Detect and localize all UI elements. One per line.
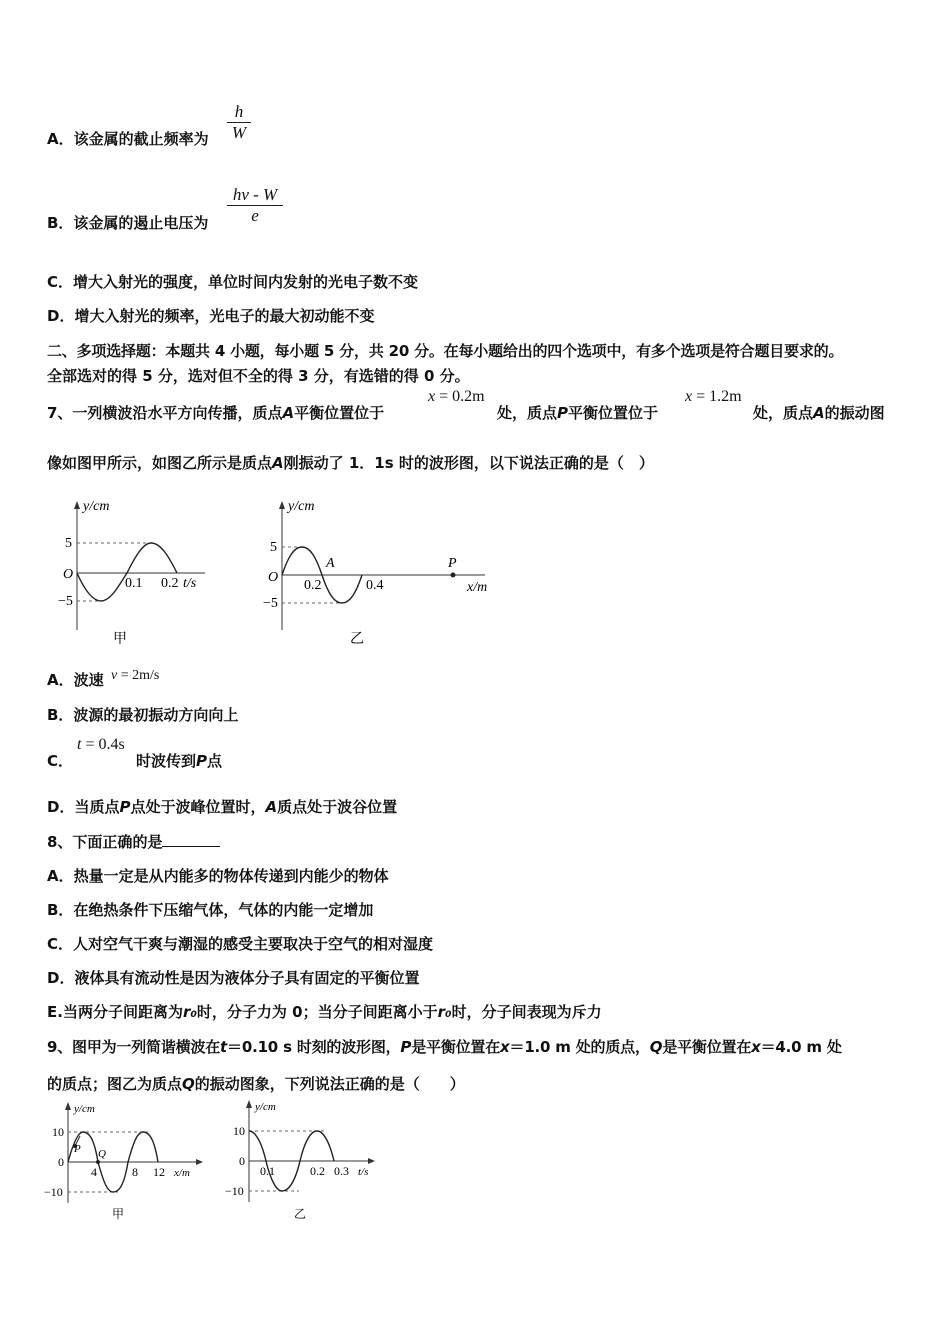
q9-jia-origin: 0 xyxy=(58,1155,64,1169)
q9-yi-tick2: 0.2 xyxy=(310,1164,325,1178)
q7-jia-y-arrow xyxy=(74,501,80,509)
q7-option-c-prefix: C． xyxy=(47,752,74,770)
q7-yi-yneg: −5 xyxy=(263,596,278,611)
q7-yi-tick2: 0.4 xyxy=(366,578,384,593)
q7-stem-line1c: 处，质点A的振动图 xyxy=(753,404,885,422)
q8-answer-blank xyxy=(162,834,220,847)
q9-jia-label-q: Q xyxy=(98,1148,106,1160)
q9-yi-tick3: 0.3 xyxy=(334,1164,349,1178)
q9-jia-ypos: 10 xyxy=(52,1125,64,1139)
q9-yi-tick1: 0.1 xyxy=(260,1164,275,1178)
q7-formula-xP: x = 1.2m xyxy=(685,388,742,405)
q8-option-b: B．在绝热条件下压缩气体，气体的内能一定增加 xyxy=(47,901,374,919)
q7-yi-ypos: 5 xyxy=(270,540,277,555)
q9-jia-label-p: P xyxy=(74,1143,81,1155)
q7-yi-xlabel: x/m xyxy=(467,580,488,595)
q6-option-c: C．增大入射光的强度，单位时间内发射的光电子数不变 xyxy=(47,273,419,291)
q9-yi-ylabel: y/cm xyxy=(255,1101,276,1113)
q7-option-c-formula: t = 0.4s xyxy=(77,736,125,753)
q7-option-b: B．波源的最初振动方向向上 xyxy=(47,706,239,724)
q7-jia-origin: O xyxy=(63,567,74,582)
q9-yi-origin: 0 xyxy=(239,1154,245,1168)
q9-jia-point-q xyxy=(96,1160,100,1164)
q7-jia-xlabel: t/s xyxy=(183,576,197,591)
q9-stem-line1: 9、图甲为一列简谐横波在t＝0.10 s 时刻的波形图，P是平衡位置在x＝1.0 m 处的质点，Q是平衡位置在x＝4.0 m 处 xyxy=(47,1038,842,1056)
q7-option-c: 时波传到P点 xyxy=(136,752,223,770)
q9-jia-tick1: 4 xyxy=(91,1165,97,1179)
q7-yi-tick1: 0.2 xyxy=(304,578,322,593)
q7-stem-line2: 像如图甲所示，如图乙所示是质点A刚振动了 1．1s 时的波形图，以下说法正确的是（ ） xyxy=(47,454,654,472)
q9-jia-y-arrow xyxy=(65,1102,71,1110)
q7-jia-caption: 甲 xyxy=(113,632,127,647)
section2-instructions-line1: 二、多项选择题：本题共 4 小题，每小题 5 分，共 20 分。在每小题给出的四个选项中，有多个选项是符合题目要求的。 xyxy=(47,342,844,360)
q9-yi-xlabel: t/s xyxy=(358,1166,369,1178)
q8-option-d: D．液体具有流动性是因为液体分子具有固定的平衡位置 xyxy=(47,969,420,987)
q9-figure-yi xyxy=(222,1096,382,1226)
q9-yi-y-arrow xyxy=(246,1100,252,1108)
q7-option-a-formula: v = 2m/s xyxy=(111,668,160,683)
q7-yi-point-p xyxy=(451,573,456,578)
q7-figure-jia xyxy=(55,495,215,650)
q7-yi-caption: 乙 xyxy=(350,632,364,647)
q7-option-a: A．波速 xyxy=(47,671,104,689)
q9-jia-xlabel: x/m xyxy=(174,1167,190,1179)
q9-yi-ypos: 10 xyxy=(233,1124,245,1138)
q7-yi-label-p: P xyxy=(448,556,457,571)
q7-jia-ylabel: y/cm xyxy=(83,499,110,514)
q8-option-e: E.当两分子间距离为r₀时，分子力为 0；当分子间距离小于r₀时，分子间表现为斥力 xyxy=(47,1003,602,1021)
q8-stem: 8、下面正确的是 xyxy=(47,831,220,852)
q6-option-a: A．该金属的截止频率为 xyxy=(47,130,209,148)
q9-jia-x-arrow xyxy=(196,1159,203,1165)
q9-jia-ylabel: y/cm xyxy=(74,1103,95,1115)
q7-option-d: D．当质点P点处于波峰位置时，A质点处于波谷位置 xyxy=(47,798,398,816)
q7-figure-yi xyxy=(260,495,500,650)
q6-option-a-fraction: $\frac{h}{W}$ xyxy=(227,102,251,143)
q9-jia-yneg: −10 xyxy=(44,1185,63,1199)
section2-instructions-line2: 全部选对的得 5 分，选对但不全的得 3 分，有选错的得 0 分。 xyxy=(47,367,470,385)
q7-jia-curve xyxy=(77,543,177,601)
q6-option-d: D．增大入射光的频率，光电子的最大初动能不变 xyxy=(47,307,375,325)
q7-yi-label-a: A xyxy=(326,556,335,571)
q7-yi-ylabel: y/cm xyxy=(288,499,315,514)
q7-stem-line1b: 处，质点P平衡位置位于 xyxy=(497,404,659,422)
q9-yi-caption: 乙 xyxy=(294,1207,307,1221)
q7-jia-yneg: −5 xyxy=(58,594,73,609)
q9-yi-x-arrow xyxy=(368,1158,375,1164)
q7-jia-tick1: 0.1 xyxy=(125,576,143,591)
q9-figure-jia xyxy=(40,1098,210,1226)
q9-jia-tick2: 8 xyxy=(132,1165,138,1179)
q9-jia-tick3: 12 xyxy=(153,1165,165,1179)
q8-option-c: C．人对空气干爽与潮湿的感受主要取决于空气的相对湿度 xyxy=(47,935,434,953)
q7-jia-ypos: 5 xyxy=(65,536,72,551)
q9-stem-line2: 的质点；图乙为质点Q的振动图象，下列说法正确的是（ ） xyxy=(47,1075,465,1093)
q6-option-b-fraction: $\frac{h\nu - W}{e}$ xyxy=(227,185,283,226)
q8-option-a: A．热量一定是从内能多的物体传递到内能少的物体 xyxy=(47,867,389,885)
q7-jia-tick2: 0.2 xyxy=(161,576,179,591)
q9-jia-caption: 甲 xyxy=(112,1207,125,1221)
q9-yi-yneg: −10 xyxy=(225,1184,244,1198)
q7-stem-line1: 7、一列横波沿水平方向传播，质点A平衡位置位于 xyxy=(47,404,385,422)
q7-yi-origin: O xyxy=(268,570,279,585)
q6-option-b: B．该金属的遏止电压为 xyxy=(47,214,209,232)
q7-yi-y-arrow xyxy=(279,501,285,509)
q7-formula-xA: x = 0.2m xyxy=(428,388,485,405)
